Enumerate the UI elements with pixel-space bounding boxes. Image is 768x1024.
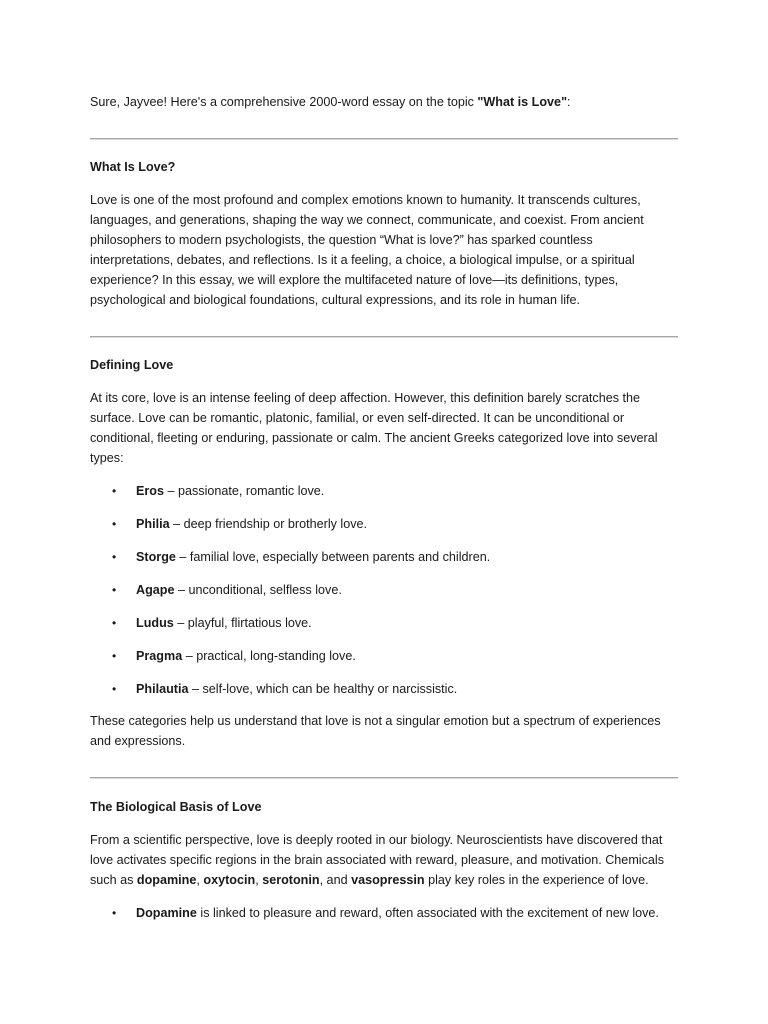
bullet-icon: • — [112, 649, 117, 663]
intro-line — [90, 92, 680, 112]
bullet-icon: • — [112, 906, 117, 920]
paragraph-line: languages, and generations, shaping the way we connect, communicate, and coexist. From ancient — [90, 213, 644, 227]
paragraph-line — [90, 870, 680, 890]
paragraph-line: love activates specific regions in the brain associated with reward, pleasure, and motivation. Chemicals — [90, 853, 664, 867]
list-item-desc: is linked to pleasure and reward, often associated with the excitement of new love. — [196, 906, 659, 920]
text-run: , — [196, 873, 204, 887]
bullet-icon: • — [112, 616, 117, 630]
paragraph-line: interpretations, debates, and reflections. Is it a feeling, a choice, a biological impulse, or a spiritual — [90, 253, 635, 267]
text-run: such as — [90, 873, 137, 887]
list-item-desc: – deep friendship or brotherly love. — [169, 517, 368, 531]
divider — [90, 336, 678, 338]
section-heading-what-is-love: What Is Love? — [90, 160, 176, 174]
bullet-icon: • — [112, 583, 117, 597]
term-dopamine: dopamine — [136, 873, 197, 887]
section-heading-defining-love: Defining Love — [90, 358, 174, 372]
bullet-icon: • — [112, 550, 117, 564]
paragraph-line: At its core, love is an intense feeling of deep affection. However, this definition barely scratches the — [90, 391, 641, 405]
paragraph-line: philosophers to modern psychologists, the question “What is love?” has sparked countless — [90, 233, 593, 247]
list-item-term: Philia — [136, 517, 170, 531]
divider — [90, 777, 678, 779]
paragraph-line: conditional, fleeting or enduring, passionate or calm. The ancient Greeks categorized love into several — [90, 431, 658, 445]
paragraph-line: types: — [90, 451, 124, 465]
list-item-term: Eros — [136, 484, 164, 498]
intro-prefix: Sure, Jayvee! Here's a comprehensive 2000-word essay on the topic — [90, 95, 478, 109]
paragraph-line: psychological and biological foundations, cultural expressions, and its role in human life. — [90, 293, 581, 307]
list-item-text — [136, 679, 457, 699]
list-item-term: Agape — [136, 583, 175, 597]
intro-topic: "What is Love" — [477, 95, 568, 109]
list-item-text — [136, 514, 367, 534]
list-item-term: Storge — [136, 550, 176, 564]
section2-closing — [90, 711, 680, 751]
bullet-icon: • — [112, 484, 117, 498]
section-heading-biological-basis: The Biological Basis of Love — [90, 800, 262, 814]
list-item-desc: – practical, long-standing love. — [182, 649, 356, 663]
list-item-term: Ludus — [136, 616, 174, 630]
list-item-term: Pragma — [136, 649, 183, 663]
divider — [90, 138, 678, 140]
list-item-desc: – familial love, especially between parents and children. — [175, 550, 491, 564]
paragraph-line: These categories help us understand that love is not a singular emotion but a spectrum of experiences — [90, 714, 661, 728]
list-item-term: Dopamine — [136, 906, 197, 920]
text-run: play key roles in the experience of love. — [424, 873, 649, 887]
list-item-text — [136, 481, 324, 501]
list-item-desc: – self-love, which can be healthy or narcissistic. — [188, 682, 458, 696]
term-vasopressin: vasopressin — [351, 873, 425, 887]
text-run: , and — [319, 873, 352, 887]
bullet-icon: • — [112, 682, 117, 696]
section3-paragraph — [90, 830, 680, 890]
paragraph-line: and expressions. — [90, 734, 186, 748]
list-item-desc: – playful, flirtatious love. — [173, 616, 312, 630]
paragraph-line: experience? In this essay, we will explore the multifaceted nature of love—its definitions, types, — [90, 273, 619, 287]
list-item-desc: – passionate, romantic love. — [164, 484, 325, 498]
section1-paragraph — [90, 190, 680, 310]
intro-suffix: : — [567, 95, 571, 109]
section2-paragraph — [90, 388, 680, 468]
paragraph-line: From a scientific perspective, love is deeply rooted in our biology. Neuroscientists have discovered that — [90, 833, 663, 847]
list-item-text — [136, 580, 342, 600]
paragraph-line: surface. Love can be romantic, platonic, familial, or even self-directed. It can be unconditional or — [90, 411, 625, 425]
paragraph-line: Love is one of the most profound and complex emotions known to humanity. It transcends cultures, — [90, 193, 641, 207]
list-item-text — [136, 547, 490, 567]
bullet-icon: • — [112, 517, 117, 531]
list-item-text — [136, 646, 356, 666]
list-item-desc: – unconditional, selfless love. — [174, 583, 342, 597]
term-oxytocin: oxytocin — [203, 873, 256, 887]
text-run: , — [255, 873, 263, 887]
term-serotonin: serotonin — [262, 873, 320, 887]
list-item-term: Philautia — [136, 682, 189, 696]
list-item-text — [136, 903, 659, 923]
list-item-text — [136, 613, 312, 633]
